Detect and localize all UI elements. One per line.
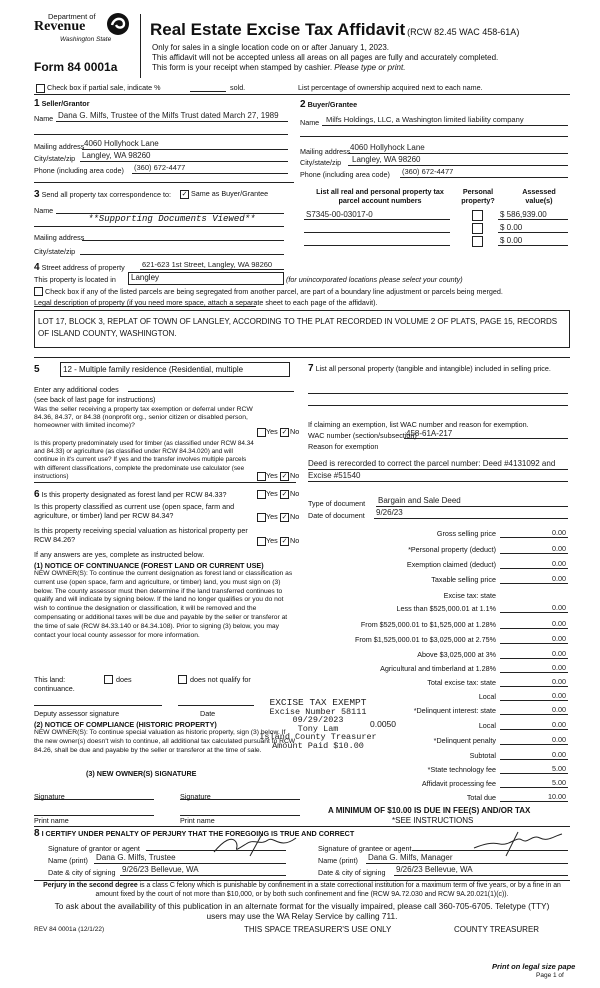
legal-description-text: LOT 17, BLOCK 3, REPLAT OF TOWN OF LANGLEY, ACCORDING TO THE PLAT RECORDED IN VOLUME 2 OF PLATS, PAGE 15, RECORDS OF ISLAND COUNTY, WASHINGTON.: [38, 317, 558, 338]
buyer-phone-label: Phone (including area code): [300, 170, 390, 179]
certify-heading: [34, 828, 354, 839]
treasurer-use-label: THIS SPACE TREASURER'S USE ONLY: [244, 925, 392, 934]
section3-mailing-label: Mailing address: [34, 233, 85, 242]
form-title: [150, 20, 519, 40]
minimum-fee-note: A MINIMUM OF $10.00 IS DUE IN FEE(S) AND/OR TAX: [328, 806, 531, 815]
document-type-field[interactable]: Bargain and Sale Deed: [378, 496, 461, 505]
section6-num: 6: [34, 489, 40, 500]
exemption-question: Was the seller receiving a property tax exemption or deferral under RCW 84.36, 84.37, or 84.38 (nonprofit org., senior citizen or disabled person, homeowner with limited income)?: [34, 406, 253, 430]
header-note-3a: This form is your receipt when stamped by cashier.: [152, 63, 335, 72]
calc-row-label: *Delinquent interest: state: [413, 706, 496, 715]
header-note-2: This affidavit will not be accepted unless all areas on all pages are fully and accurately completed.: [152, 53, 499, 62]
land-use-select-value: 12 - Multiple family residence (Residential, multiple: [63, 365, 244, 374]
section7-text: List all personal property (tangible and intangible) included in selling price.: [315, 364, 551, 373]
exemption-no-label: No: [290, 427, 300, 436]
parcel-col1-b: parcel account numbers: [338, 196, 422, 205]
calc-row-value[interactable]: 0.00: [552, 619, 566, 628]
new-owner-signature-title: (3) NEW OWNER(S) SIGNATURE: [86, 769, 197, 778]
personal-property-checkbox[interactable]: [472, 223, 483, 234]
section6-q1: Is this property designated as forest land per RCW 84.33?: [41, 490, 227, 499]
revision-label: REV 84 0001a (12/1/22): [34, 926, 105, 933]
location-select-value: Langley: [131, 273, 160, 282]
historic-question: Is this property receiving special valuation as historical property per RCW 84.26?: [34, 526, 248, 544]
calc-row-label: *Delinquent penalty: [433, 736, 496, 745]
current-use-no-label: No: [290, 512, 300, 521]
buyer-city-label: City/state/zip: [300, 158, 342, 167]
additional-codes-note: (see back of last page for instructions): [34, 395, 156, 404]
section3-label: [34, 189, 171, 200]
partial-sale-label: Check box if partial sale, indicate %: [47, 83, 161, 92]
seller-num: 1: [34, 98, 40, 109]
forest-no-label: No: [290, 489, 300, 498]
section3-num: 3: [34, 189, 40, 200]
buyer-num: 2: [300, 99, 306, 110]
calc-row-value[interactable]: 0.00: [552, 528, 566, 537]
dor-logo: [34, 12, 130, 58]
stamp-line-1: EXCISE TAX EXEMPT: [269, 697, 367, 708]
grantee-name-label: Name (print): [318, 856, 358, 865]
calc-row-label: *Personal property (deduct): [408, 545, 496, 554]
see-instructions-note: *SEE INSTRUCTIONS: [392, 816, 474, 825]
perjury-text: is a class C felony which is punishable by confinement in a state correctional institution for a maximum term of five years, or by a fine in an amount fixed by the court of not more than $10,000, or by both such confinement and fine (RCW 9A.72.030 and RCW 9A.20.021(1)(c)).: [95, 882, 561, 898]
calc-row-label: Subtotal: [469, 751, 496, 760]
logo-dept-line2: Revenue: [34, 19, 86, 34]
form-title-text: Real Estate Excise Tax Affidavit: [150, 20, 406, 39]
parcel-col3-header: [514, 187, 564, 205]
form-number: Form 84 0001a: [34, 60, 118, 74]
document-date-label: Date of document: [308, 511, 365, 520]
parcel-col1-a: List all real and personal property tax: [316, 187, 444, 196]
calc-row-value[interactable]: 5.00: [552, 778, 566, 787]
seller-name-label: Name: [34, 114, 54, 123]
historic-yes-checkbox[interactable]: [257, 537, 266, 546]
section8-text: I CERTIFY UNDER PENALTY OF PERJURY THAT THE FOREGOING IS TRUE AND CORRECT: [41, 829, 355, 838]
same-as-buyer-checkbox[interactable]: ✓: [181, 191, 188, 198]
personal-property-checkbox[interactable]: [472, 210, 483, 221]
county-treasurer-label: COUNTY TREASURER: [454, 925, 540, 934]
legal-desc-label: Legal description of property (if you need more space, attach a separate sheet to each page of the affidavit).: [34, 298, 378, 307]
parcel-col3-a: Assessed: [522, 187, 556, 196]
section4-num: 4: [34, 262, 40, 273]
notice-continuance-title: (1) NOTICE OF CONTINUANCE (FOREST LAND OR CURRENT USE): [34, 561, 264, 570]
owner-print-name-label-2: Print name: [180, 816, 215, 825]
forest-yes-label: Yes: [266, 489, 278, 498]
calc-row-value[interactable]: 0.00: [552, 677, 566, 686]
timber-no-checkbox[interactable]: ✓: [281, 473, 288, 480]
grantee-date-field[interactable]: 9/26/23 Bellevue, WA: [396, 865, 473, 874]
located-in-label: This property is located in: [34, 275, 116, 284]
located-note: (for unincorporated locations please select your county): [286, 275, 463, 284]
section4-street-text: Street address of property: [41, 263, 125, 272]
assessor-signature-label: Deputy assessor signature: [34, 709, 120, 718]
forest-yes-checkbox[interactable]: [257, 490, 266, 499]
calc-row-label: Less than $525,000.01 at 1.1%: [396, 604, 496, 613]
notice-compliance-body: NEW OWNER(S): To continue special valuation as historic property, sign (3) below. If the new owner(s) doesn't wish to continue, all additional tax calculated pursuant to RCW 84.26, shall be due and payable by the seller or transferor at the time of sale.: [34, 729, 296, 754]
calc-row-value[interactable]: 0.00: [552, 720, 566, 729]
calc-row-label: *State technology fee: [427, 765, 496, 774]
legal-description-field[interactable]: [34, 310, 570, 348]
section5-num: 5: [34, 364, 40, 375]
owner-signature-label-2: Signature: [180, 792, 211, 801]
perjury-bold: Perjury in the second degree: [43, 882, 138, 889]
exemption-reason-label: Reason for exemption: [308, 442, 379, 451]
owner-signature-label-1: Signature: [34, 792, 65, 801]
buyer-name-label: Name: [300, 118, 320, 127]
logo-dept-line1: Department of: [48, 12, 96, 21]
seller-name-field[interactable]: Dana G. Milfs, Trustee of the Milfs Trust dated March 27, 1989: [58, 111, 279, 120]
owner-print-name-label-1: Print name: [34, 816, 69, 825]
grantor-name-field[interactable]: Dana G. Milfs, Trustee: [96, 853, 176, 862]
assessor-date-label: Date: [200, 709, 216, 718]
section7-label: [308, 364, 570, 373]
location-select[interactable]: [128, 272, 284, 285]
seller-mailing-field[interactable]: 4060 Hollyhock Lane: [84, 139, 159, 148]
document-type-label: Type of document: [308, 499, 366, 508]
calc-row-label: Exemption claimed (deduct): [406, 560, 496, 569]
calc-row-value[interactable]: 10.00: [548, 792, 566, 801]
grantee-signature-label: Signature of grantee or agent: [318, 844, 412, 853]
parcel-col2-header: [458, 187, 498, 205]
calc-row-value[interactable]: 0.00: [552, 634, 566, 643]
calc-row-value[interactable]: 0.00: [552, 603, 566, 612]
logo-dept-line3: Washington State: [60, 36, 112, 43]
timber-no-label: No: [290, 471, 300, 480]
segregation-checkbox[interactable]: [34, 287, 43, 296]
calc-row-value[interactable]: 5.00: [552, 764, 566, 773]
grantor-name-label: Name (print): [48, 856, 88, 865]
current-use-yes-checkbox[interactable]: [257, 513, 266, 522]
calc-row-value[interactable]: 0.00: [552, 663, 566, 672]
property-street-field[interactable]: 621-623 1st Street, Langley, WA 98260: [142, 260, 273, 269]
grantee-date-label: Date & city of signing: [318, 868, 386, 877]
grantor-signature[interactable]: [210, 832, 300, 858]
buyer-mailing-field[interactable]: 4060 Hollyhock Lane: [350, 143, 425, 152]
parcel-number-field[interactable]: S7345-00-03017-0: [306, 210, 373, 219]
seller-phone-label: Phone (including area code): [34, 166, 124, 175]
calc-row-value[interactable]: 0.00: [552, 705, 566, 714]
continuance-label: continuance.: [34, 684, 75, 693]
accessibility-notice: To ask about the availability of this publication in an alternate format for the visually impaired, please call 360-705-6705. Teletype (TTY) users may use the WA Relay Service by calling 711.: [54, 901, 550, 921]
section7-num: 7: [308, 363, 314, 374]
calc-row-label: Above $3,025,000 at 3%: [417, 650, 496, 659]
perjury-notice: [34, 882, 570, 899]
calc-row-value[interactable]: 0.00: [552, 750, 566, 759]
forest-land-question: [34, 489, 227, 500]
grantor-signature-label: Signature of grantor or agent: [48, 844, 140, 853]
section3-name-label: Name: [34, 206, 54, 215]
forest-no-checkbox[interactable]: ✓: [281, 491, 288, 498]
buyer-heading: [300, 99, 357, 110]
does-not-qualify-label: does not qualify for: [190, 675, 251, 684]
section3-city-label: City/state/zip: [34, 247, 76, 256]
does-not-qualify-checkbox[interactable]: [178, 675, 187, 684]
seller-phone-field[interactable]: (360) 672-4477: [134, 163, 186, 172]
notice-continuance-body: NEW OWNER(S): To continue the current designation as forest land or classification as current use (open space, farm and agriculture, or timber) land, you must sign on (3) below. The county assessor must then determine if the land transferred continues to qualify and will indicate by signing below. If the land no longer qualifies or you do not wish to continue the designation or classification, it will be removed and the compensating or additional taxes will be due and payable by the seller or transferor at the time of sale (RCW 84.33.140 or 84.34.108). Prior to signing (3) below, you may contact your local county assessor for more information.: [34, 570, 293, 639]
seller-city-label: City/state/zip: [34, 154, 76, 163]
grantor-date-label: Date & city of signing: [48, 868, 116, 877]
supporting-docs-stamp: **Supporting Documents Viewed**: [88, 214, 256, 224]
buyer-phone-field[interactable]: (360) 672-4477: [402, 167, 454, 176]
seller-city-field[interactable]: Langley, WA 98260: [82, 151, 151, 160]
segregation-label: Check box if any of the listed parcels are being segregated from another parcel, are part of a boundary line adjustment or parcels being merged.: [45, 287, 503, 296]
parcel-col2-b: property?: [461, 196, 495, 205]
partial-sale-checkbox[interactable]: [36, 84, 45, 93]
calc-row-value[interactable]: 0.00: [552, 574, 566, 583]
timber-question: Is this property predominately used for timber (as classified under RCW 84.34 and 84.33) or agriculture (as classified under RCW 84.34.020) and will continue in it's current use? If yes and the transfer involves multiple parcels with different classifications, complete the predominate use calculator (see instructions): [34, 440, 254, 480]
buyer-city-field[interactable]: Langley, WA 98260: [352, 155, 421, 164]
exemption-yes-checkbox[interactable]: [257, 428, 266, 437]
header-note-1: Only for sales in a single location code on or after January 1, 2023.: [152, 43, 390, 52]
exemption-yes-label: Yes: [266, 427, 278, 436]
exemption-claim-label: If claiming an exemption, list WAC number and reason for exemption.: [308, 420, 529, 429]
seller-mailing-label: Mailing address: [34, 142, 85, 151]
section4-street-label: [34, 262, 125, 273]
seller-title: Seller/Grantor: [41, 99, 90, 108]
stamp-line-5: Island County Treasurer: [259, 732, 377, 743]
current-use-question: Is this property classified as current use (open space, farm and agriculture, or timber) land per RCW 84.34?: [34, 502, 235, 520]
calc-row-value[interactable]: 0.00: [552, 649, 566, 658]
stamp-line-4: Tony Lam: [297, 723, 339, 734]
page-number: Page 1 of: [536, 972, 564, 979]
header-note-3b: Please type or print.: [334, 63, 406, 72]
buyer-mailing-label: Mailing address: [300, 147, 351, 156]
current-use-no-checkbox[interactable]: ✓: [281, 514, 288, 521]
form-rcw: (RCW 82.45 WAC 458-61A): [407, 27, 520, 37]
calc-row-label: From $525,000.01 to $1,525,000 at 1.28%: [360, 620, 496, 629]
local-rate: 0.0050: [370, 719, 396, 729]
exemption-no-checkbox[interactable]: ✓: [281, 429, 288, 436]
grantor-date-field[interactable]: 9/26/23 Bellevue, WA: [122, 865, 199, 874]
does-qualify-checkbox[interactable]: [104, 675, 113, 684]
print-legal-note: Print on legal size pape: [492, 962, 576, 971]
stamp-line-2: Excise Number 58111: [269, 706, 367, 717]
seller-heading: [34, 98, 90, 109]
personal-property-checkbox[interactable]: [472, 236, 483, 247]
additional-codes-label: Enter any additional codes: [34, 385, 119, 394]
parcel-col3-b: value(s): [525, 196, 553, 205]
this-land-label: This land:: [34, 675, 66, 684]
calc-row-value[interactable]: 0.00: [552, 735, 566, 744]
calc-row-label: Agricultural and timberland at 1.28%: [380, 664, 496, 673]
partial-sale-suffix: sold.: [230, 83, 246, 92]
same-as-buyer-label: Same as Buyer/Grantee: [191, 189, 269, 198]
buyer-title: Buyer/Grantee: [307, 100, 358, 109]
calc-row-label: Local: [478, 721, 496, 730]
calc-row-label: From $1,525,000.01 to $3,025,000 at 2.75%: [354, 635, 496, 644]
wac-number-field[interactable]: 458-61A-217: [406, 429, 453, 438]
timber-yes-label: Yes: [266, 471, 278, 480]
answers-note: If any answers are yes, complete as instructed below.: [34, 550, 205, 559]
grantee-signature[interactable]: [470, 830, 566, 858]
calc-row-label: Total due: [466, 793, 496, 802]
assessed-value-field[interactable]: $ 0.00: [500, 236, 523, 245]
current-use-yes-label: Yes: [266, 512, 278, 521]
calc-row-label: Affidavit processing fee: [421, 779, 496, 788]
logo-swirl-icon: [106, 12, 130, 36]
treasurer-stamp: [256, 699, 380, 751]
parcel-col2-a: Personal: [462, 187, 494, 196]
grantee-name-field[interactable]: Dana G. Milfs, Manager: [368, 853, 453, 862]
parcel-col1-header: [310, 187, 450, 205]
timber-yes-checkbox[interactable]: [257, 472, 266, 481]
assessed-value-field[interactable]: $ 0.00: [500, 223, 523, 232]
does-qualify-label: does: [116, 675, 132, 684]
wac-number-label: WAC number (section/subsection): [308, 431, 417, 440]
calc-row-label: Excise tax: state: [443, 591, 496, 600]
calc-row-label: Gross selling price: [436, 529, 496, 538]
calc-row-value[interactable]: 0.00: [552, 559, 566, 568]
historic-yes-label: Yes: [266, 536, 278, 545]
buyer-name-field[interactable]: Milfs Holdings, LLC, a Washington limited liability company: [326, 115, 524, 124]
land-use-select[interactable]: [60, 362, 290, 377]
historic-no-label: No: [290, 536, 300, 545]
header-note-3: [152, 63, 405, 72]
calc-row-label: Local: [478, 692, 496, 701]
notice-compliance-title: (2) NOTICE OF COMPLIANCE (HISTORIC PROPERTY): [34, 720, 217, 729]
calc-row-value[interactable]: 0.00: [552, 544, 566, 553]
calc-row-value[interactable]: 0.00: [552, 691, 566, 700]
calc-row-label: Taxable selling price: [431, 575, 496, 584]
document-date-field[interactable]: 9/26/23: [376, 508, 403, 517]
stamp-line-3: 09/29/2023: [292, 715, 344, 726]
section3-text: Send all property tax correspondence to:: [41, 190, 172, 199]
historic-no-checkbox[interactable]: ✓: [281, 538, 288, 545]
assessed-value-field[interactable]: $ 586,939.00: [500, 210, 547, 219]
ownership-note: List percentage of ownership acquired next to each name.: [298, 83, 483, 92]
calc-row-label: Total excise tax: state: [427, 678, 496, 687]
exemption-reason-field[interactable]: Deed is rerecorded to correct the parcel number: Deed #4131092 and Excise #51540: [308, 459, 556, 480]
stamp-line-6: Amount Paid $10.00: [272, 740, 364, 751]
section8-num: 8: [34, 828, 40, 839]
